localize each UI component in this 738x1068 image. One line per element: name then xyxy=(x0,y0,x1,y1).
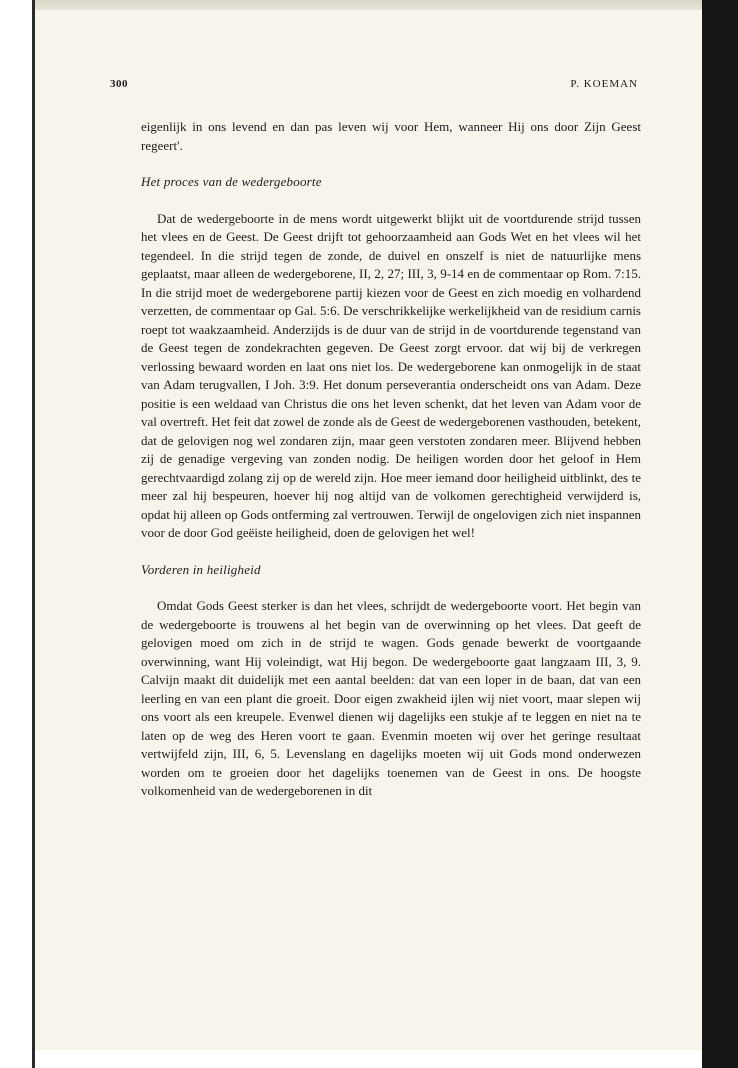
scan-right-border xyxy=(702,0,738,1068)
section-heading-proces: Het proces van de wedergeboorte xyxy=(141,174,322,189)
page-header xyxy=(110,78,638,100)
running-head-author: P. KOEMAN xyxy=(570,78,638,90)
paragraph-proces: Dat de wedergeboorte in de mens wordt uitgewerkt blijkt uit de voortdurende strijd tussen het vlees en de Geest. De Geest drijft tot gehoorzaamheid aan Gods Wet en het vlees wil het tegendeel. In die strijd tegen de zonde, de duivel en onszelf is niet de natuurlijke mens geplaatst, maar alleen de wedergeborene, II, 2, 27; III, 3, 9-14 en de commentaar op Rom. 7:15. In die strijd moet de wedergeborene partij kiezen voor de Geest en zich moedig en volhardend verzetten, de commentaar op Gal. 5:6. De verschrikkelijke werkelijkheid van de residium carnis roept tot waakzaamheid. Anderzijds is de duur van de strijd in de voortdurende tegenstand van de Geest tegen de zondekrachten gegeven. De Geest zorgt ervoor. dat wij bij de verkregen verlossing bewaard worden en laat ons niet los. De wedergeborene kan onmogelijk in de staat van Adam terugvallen, I Joh. 3:9. Het donum perseverantia onderscheidt ons van Adam. Deze positie is een weldaad van Christus die ons het leven schenkt, dat het leven van Adam voor de val overtreft. Het feit dat zowel de zonde als de Geest de wedergeborenen vasthouden, betekent, dat de gelovigen nog wel zondaren zijn, maar geen verstoten zondaren meer. Blijvend hebben zij de genadige vergeving van zonden nodig. De heiligen worden door het geloof in Hem gerechtvaardigd zolang zij op de wereld zijn. Hoe meer iemand door heiligheid uitblinkt, des te meer zal hij bespeuren, hoever hij nog altijd van de volkomen gerechtigheid verwijderd is, opdat hij alleen op Gods ontferming zal vertrouwen. Terwijl de ongelovigen zich niet inspannen voor de door God geëiste heiligheid, doen de gelovigen het wel! xyxy=(141,210,641,540)
paragraph-continuation: eigenlijk in ons levend en dan pas leven wij voor Hem, wanneer Hij ons door Zijn Geest regeert'. xyxy=(141,119,641,153)
body-text xyxy=(141,118,641,801)
page-number: 300 xyxy=(110,78,128,90)
section-heading-vorderen: Vorderen in heiligheid xyxy=(141,561,261,577)
paragraph-vorderen: Omdat Gods Geest sterker is dan het vlees, schrijdt de wedergeboorte voort. Het begin van de wedergeboorte is trouwens al het begin van de overwinning op het vlees. Dat geeft de gelovigen moed om zich in de strijd te wagen. Gods genade bewerkt de voortgaande overwinning, want Hij voleindigt, wat Hij begon. De wedergeboorte gaat langzaam III, 3, 9. Calvijn maakt dit duidelijk met een aantal beelden: dat van een loper in de baan, dat van een leerling en van een plant die groeit. Door eigen zwakheid ijlen wij niet voort, maar slepen wij ons voort als een kreupele. Evenwel dienen wij dagelijks een stukje af te leggen en niet na te laten op de weg des Heren voort te gaan. Evenmin moeten wij over het geringe resultaat vertwijfeld zijn, III, 6, 5. Levenslang en dagelijks moeten wij uit Gods mond onderwezen worden om te groeien door het dagelijks toenemen van de Geest in ons. De hoogste volkomenheid van de wedergeborenen in dit xyxy=(141,598,641,798)
